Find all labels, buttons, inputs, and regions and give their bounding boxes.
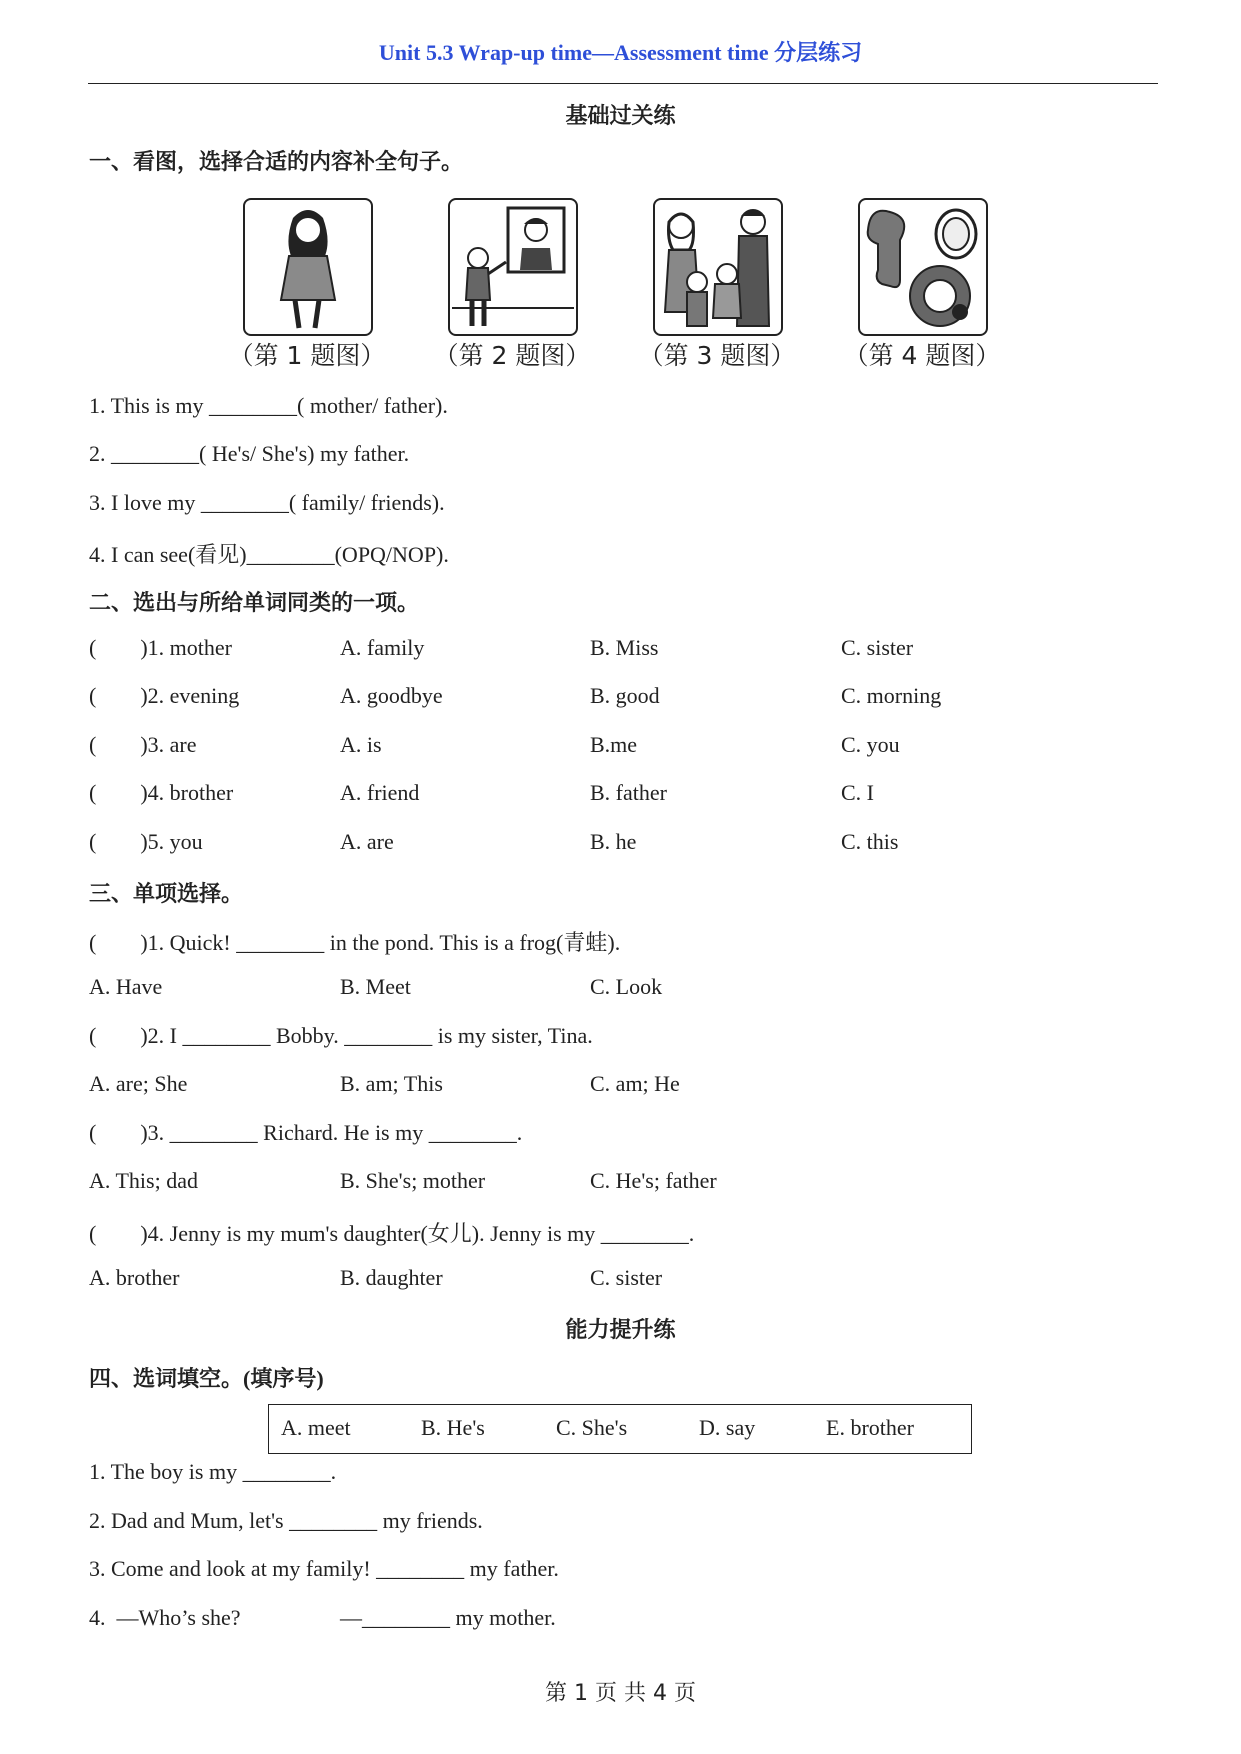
s3-q1-option-c: C. Look bbox=[590, 974, 663, 999]
section4-title-note: (填序号) bbox=[243, 1366, 324, 1391]
s4-item-4-answer: —________ my mother. bbox=[340, 1605, 556, 1630]
s1-item-4: 4. I can see(看见)________(OPQ/NOP). bbox=[89, 542, 449, 567]
picture-4-objects bbox=[854, 198, 990, 336]
s2-q2-option-a: A. goodbye bbox=[340, 683, 443, 708]
s3-q2-option-c: C. am; He bbox=[590, 1071, 680, 1096]
s2-q3-option-b: B.me bbox=[590, 732, 638, 757]
s2-q1-option-a: A. family bbox=[340, 635, 425, 660]
s2-q3: ( )3. are bbox=[89, 732, 197, 757]
s1-item-1: 1. This is my ________( mother/ father). bbox=[89, 393, 448, 418]
picture-4-caption: （第 4 题图） bbox=[843, 341, 1001, 370]
s2-q1-option-b: B. Miss bbox=[590, 635, 659, 660]
s2-q4-option-c: C. I bbox=[841, 780, 874, 805]
s2-q2-option-c: C. morning bbox=[841, 683, 942, 708]
section4-title bbox=[89, 1362, 324, 1393]
section3-title: 三、单项选择。 bbox=[89, 882, 244, 907]
s3-q4-option-a: A. brother bbox=[89, 1265, 180, 1290]
s3-q3-option-c: C. He's; father bbox=[590, 1168, 717, 1193]
s4-item-2: 2. Dad and Mum, let's ________ my friends. bbox=[89, 1508, 483, 1533]
part1-heading: 基础过关练 bbox=[565, 104, 676, 129]
s2-q5: ( )5. you bbox=[89, 829, 203, 854]
word-bank-option-a: A. meet bbox=[281, 1415, 351, 1440]
s3-q2-option-a: A. are; She bbox=[89, 1071, 188, 1096]
s4-item-4-question: 4. —Who’s she? bbox=[89, 1605, 241, 1630]
word-bank-option-e: E. brother bbox=[826, 1415, 914, 1440]
s2-q3-option-c: C. you bbox=[841, 732, 900, 757]
s4-item-1: 1. The boy is my ________. bbox=[89, 1459, 337, 1484]
s2-q2-option-b: B. good bbox=[590, 683, 660, 708]
s1-item-2: 2. ________( He's/ She's) my father. bbox=[89, 441, 410, 466]
s2-q1: ( )1. mother bbox=[89, 635, 232, 660]
page-number: 第 1 页 共 4 页 bbox=[545, 1681, 696, 1706]
s2-q1-option-c: C. sister bbox=[841, 635, 914, 660]
word-bank-box bbox=[268, 1404, 972, 1454]
picture-1-mother bbox=[239, 198, 375, 336]
section4-title-text: 四、选词填空。 bbox=[89, 1367, 244, 1392]
picture-3-family bbox=[649, 198, 785, 336]
s2-q4-option-b: B. father bbox=[590, 780, 667, 805]
s3-q3: ( )3. ________ Richard. He is my ________. bbox=[89, 1120, 523, 1145]
picture-2-caption: （第 2 题图） bbox=[433, 341, 591, 370]
s3-q2-option-b: B. am; This bbox=[340, 1071, 443, 1096]
word-bank-option-c: C. She's bbox=[556, 1415, 628, 1440]
word-bank-option-d: D. say bbox=[699, 1415, 756, 1440]
word-bank-option-b: B. He's bbox=[421, 1415, 485, 1440]
s2-q4-option-a: A. friend bbox=[340, 780, 420, 805]
header-divider bbox=[88, 83, 1158, 84]
section1-title: 一、看图，选择合适的内容补全句子。 bbox=[89, 150, 464, 175]
s2-q5-option-a: A. are bbox=[340, 829, 394, 854]
s3-q1: ( )1. Quick! ________ in the pond. This is a frog(青蛙). bbox=[89, 930, 621, 955]
s3-q1-option-b: B. Meet bbox=[340, 974, 411, 999]
s3-q1-option-a: A. Have bbox=[89, 974, 163, 999]
section2-title: 二、选出与所给单词同类的一项。 bbox=[89, 591, 420, 616]
part2-heading: 能力提升练 bbox=[565, 1318, 676, 1343]
picture-3-caption: （第 3 题图） bbox=[638, 341, 796, 370]
s4-item-3: 3. Come and look at my family! ________ my father. bbox=[89, 1556, 559, 1581]
s1-item-3: 3. I love my ________( family/ friends). bbox=[89, 490, 445, 515]
s2-q5-option-b: B. he bbox=[590, 829, 637, 854]
s2-q4: ( )4. brother bbox=[89, 780, 234, 805]
s2-q3-option-a: A. is bbox=[340, 732, 382, 757]
s3-q3-option-b: B. She's; mother bbox=[340, 1168, 486, 1193]
s2-q5-option-c: C. this bbox=[841, 829, 899, 854]
picture-1-caption: （第 1 题图） bbox=[228, 341, 386, 370]
s3-q3-option-a: A. This; dad bbox=[89, 1168, 198, 1193]
s3-q4-option-b: B. daughter bbox=[340, 1265, 443, 1290]
picture-2-father-portrait bbox=[444, 198, 580, 336]
s3-q4-option-c: C. sister bbox=[590, 1265, 663, 1290]
s3-q4: ( )4. Jenny is my mum's daughter(女儿). Jenny is my ________. bbox=[89, 1221, 695, 1246]
worksheet-title: Unit 5.3 Wrap-up time—Assessment time 分层练习 bbox=[378, 40, 863, 65]
s3-q2: ( )2. I ________ Bobby. ________ is my sister, Tina. bbox=[89, 1023, 593, 1048]
s2-q2: ( )2. evening bbox=[89, 683, 240, 708]
